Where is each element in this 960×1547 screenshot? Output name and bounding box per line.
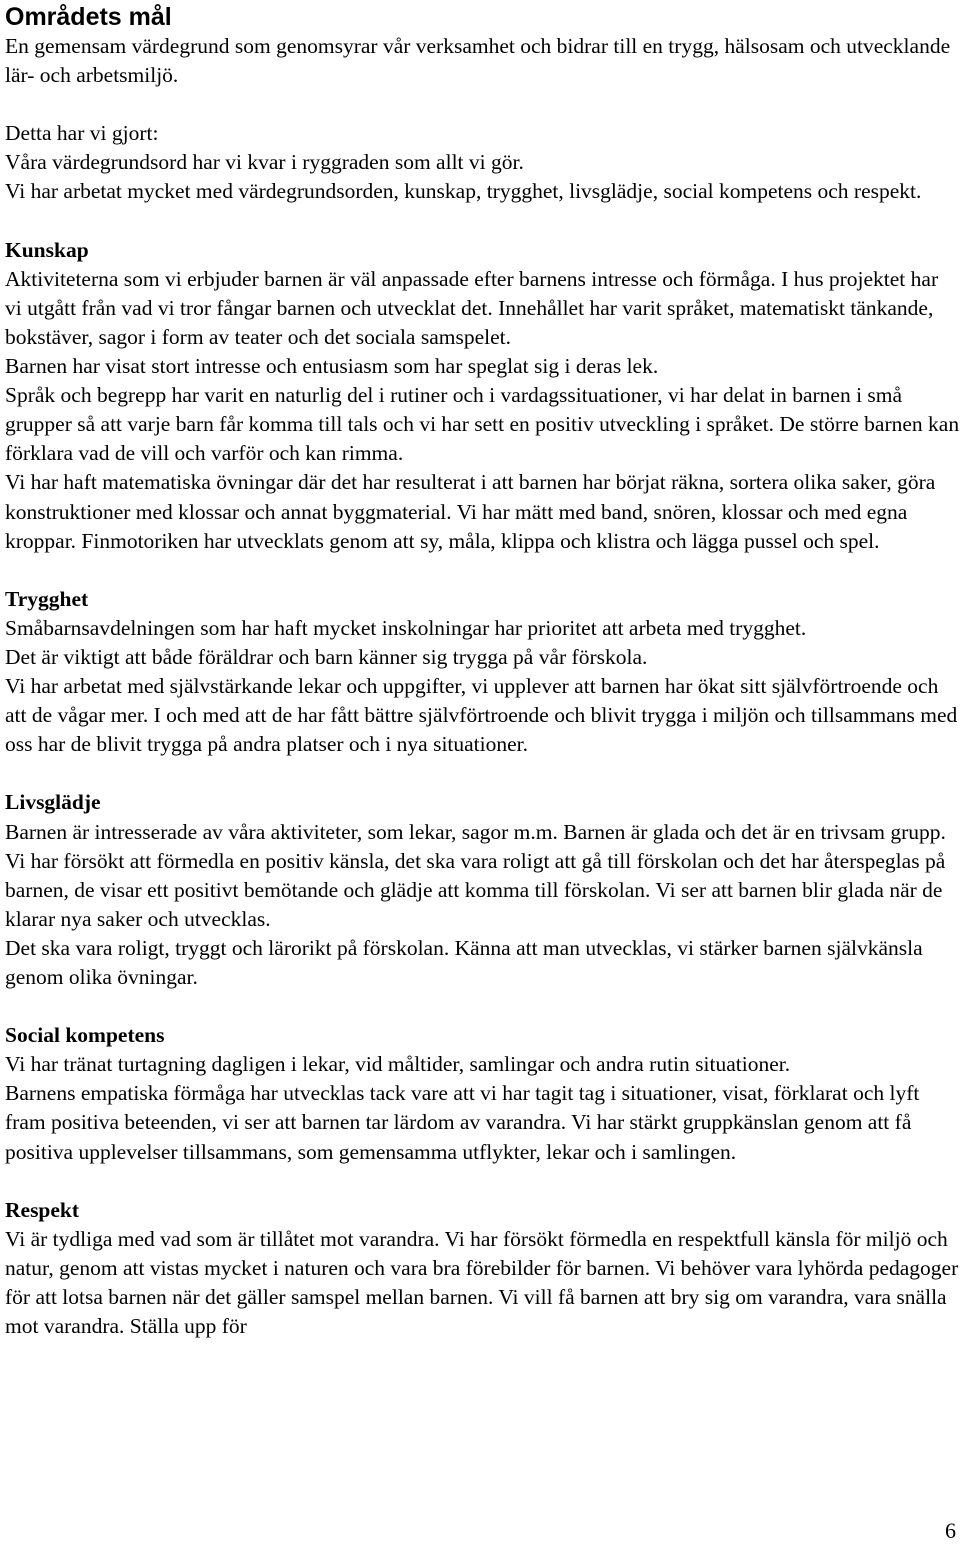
section-respekt: [5, 1196, 960, 1341]
blank-line: [5, 90, 960, 119]
section-livsgladje: [5, 788, 960, 992]
page-number: 6: [945, 1518, 956, 1543]
section-social-kompetens: [5, 1021, 960, 1166]
done-paragraph: Våra värdegrundsord har vi kvar i ryggraden som allt vi gör.: [5, 150, 524, 175]
blank-line: [5, 1167, 960, 1196]
section-paragraph: Barnen har visat stort intresse och entusiasm som har speglat sig i deras lek.: [5, 354, 659, 379]
done-paragraph: Vi har arbetat mycket med värdegrundsorden, kunskap, trygghet, livsglädje, social kompetens och respekt.: [5, 179, 922, 204]
section-paragraph: Aktiviteterna som vi erbjuder barnen är väl anpassade efter barnens intresse och förmåga. I hus projektet har vi utgått från vad vi tror fångar barnen och utvecklat det. Innehållet har varit språket, matematiskt tänkande, bokstäver, sagor i form av teater och det sociala samspelet.: [5, 266, 939, 349]
section-paragraph: Vi har arbetat med självstärkande lekar och uppgifter, vi upplever att barnen har ökat sitt självförtroende och att de vågar mer. I och med att de har fått bättre självförtroende och blivit trygga i miljön och tillsammans med oss har de blivit trygga på andra platser och i nya situationer.: [5, 674, 958, 757]
section-heading: Social kompetens: [5, 1023, 165, 1048]
section-paragraph: Barnens empatiska förmåga har utvecklas tack vare att vi har tagit tag i situationer, visat, förklarat och lyft fram positiva beteenden, vi ser att barnen tar lärdom av varandra. Vi har stärkt gruppkänslan genom att få positiva upplevelser tillsammans, som gemensamma utflykter, lekar och i samlingen.: [5, 1081, 920, 1164]
blank-line: [5, 992, 960, 1021]
section-paragraph: Vi är tydliga med vad som är tillåtet mot varandra. Vi har försökt förmedla en respektfull känsla för miljö och natur, genom att vistas mycket i naturen och vara bra förebilder för barnen. Vi behöver vara lyhörda pedagoger för att lotsa barnen när det gäller samspel mellan barnen. Vi vill få barnen att bry sig om varandra, vara snälla mot varandra. Ställa upp för: [5, 1226, 959, 1339]
section-paragraph: Barnen är intresserade av våra aktiviteter, som lekar, sagor m.m. Barnen är glada och det är en trivsam grupp. Vi har försökt att förmedla en positiv känsla, det ska vara roligt att gå till förskolan och det har återspeglas på barnen, de visar ett positivt bemötande och glädje att komma till förskolan. Vi ser att barnen blir glada när de klarar nya saker och utvecklas.: [5, 819, 946, 931]
page-title: Områdets mål: [5, 3, 172, 31]
section-paragraph: Vi har tränat turtagning dagligen i lekar, vid måltider, samlingar och andra rutin situationer.: [5, 1052, 791, 1077]
blank-line: [5, 207, 960, 236]
section-heading: Respekt: [5, 1197, 80, 1222]
section-heading: Trygghet: [5, 586, 89, 611]
section-paragraph: Vi har haft matematiska övningar där det har resulterat i att barnen har börjat räkna, sortera olika saker, göra konstruktioner med klossar och annat byggmaterial. Vi har mätt med band, snören, klossar och med egna kroppar. Finmotoriken har utvecklats genom att sy, måla, klippa och klistra och lägga pussel och spel.: [5, 470, 936, 553]
done-label: Detta har vi gjort:: [5, 121, 159, 146]
goal-paragraph: En gemensam värdegrund som genomsyrar vår verksamhet och bidrar till en trygg, hälsosam och utvecklande lär- och arbetsmiljö.: [5, 34, 951, 88]
document-body: [5, 32, 960, 1341]
section-kunskap: [5, 236, 960, 556]
section-paragraph: Småbarnsavdelningen som har haft mycket inskolningar har prioritet att arbeta med trygghet.: [5, 615, 807, 640]
section-heading: Kunskap: [5, 237, 89, 262]
blank-line: [5, 759, 960, 788]
section-paragraph: Det är viktigt att både föräldrar och barn känner sig trygga på vår förskola.: [5, 644, 648, 669]
blank-line: [5, 556, 960, 585]
section-trygghet: [5, 585, 960, 760]
section-paragraph: Språk och begrepp har varit en naturlig del i rutiner och i vardagssituationer, vi har delat in barnen i små grupper så att varje barn får komma till tals och vi har sett en positiv utveckling i språket. De större barnen kan förklara vad de vill och varför och kan rimma.: [5, 383, 960, 466]
section-heading: Livsglädje: [5, 790, 101, 815]
section-paragraph: Det ska vara roligt, tryggt och lärorikt på förskolan. Känna att man utvecklas, vi stärker barnen självkänsla genom olika övningar.: [5, 935, 923, 989]
